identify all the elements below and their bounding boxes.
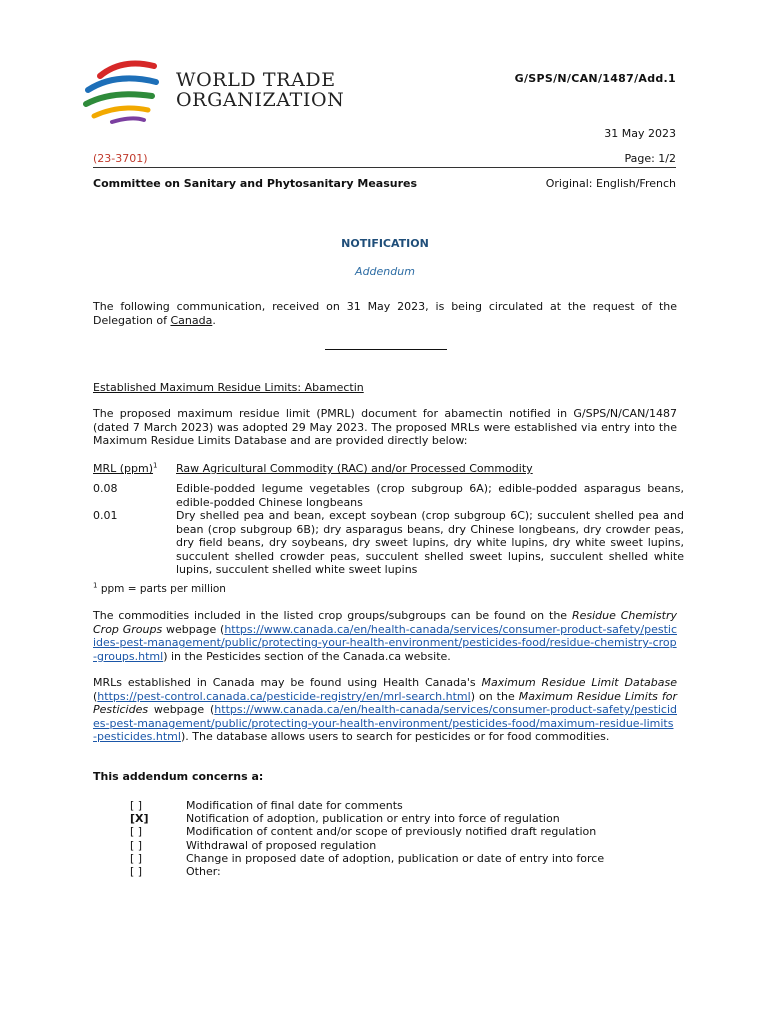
para2-text-3: ) in the Pesticides section of the Canada.ca website. (163, 649, 451, 663)
header-rule (93, 167, 676, 168)
para3-italic-database: Maximum Residue Limit Database (481, 676, 677, 689)
checkbox-change-date: [ ] (130, 852, 143, 865)
org-name-line1: WORLD TRADE (176, 69, 336, 91)
wto-wordmark (176, 70, 344, 110)
mrl-search-link[interactable]: https://pest-control.canada.ca/pesticide-registry/en/mrl-search.html (97, 689, 471, 703)
label-other: Other: (186, 865, 221, 878)
label-withdrawal: Withdrawal of proposed regulation (186, 839, 377, 852)
para3-text-1: MRLs established in Canada may be found using Health Canada's (93, 676, 482, 689)
para2-italic-title: Residue Chemistry Crop Groups (93, 609, 677, 636)
footnote-text: ppm = parts per million (100, 583, 226, 595)
para3-italic-webpage: Maximum Residue Limits for Pesticides (93, 689, 677, 717)
checkbox-withdrawal: [ ] (130, 839, 143, 852)
intro-text: The following communication, received on 31 May 2023, is being circulated at the request of the Delegation of (93, 300, 677, 327)
crop-groups-link[interactable]: https://www.canada.ca/en/health-canada/services/consumer-product-safety/pesticides-pest-management/public/protecting-your-health-environment/pesticides-food/residue-chemistry-crop-groups.html (93, 622, 677, 663)
wto-emblem-icon (82, 56, 172, 130)
crop-groups-paragraph (93, 609, 677, 663)
footnote-mark: 1 (93, 581, 98, 590)
mrl-value-2: 0.01 (93, 509, 118, 522)
intro-end: . (212, 313, 216, 327)
section-divider (325, 349, 447, 350)
section-heading: Established Maximum Residue Limits: Abamectin (93, 381, 364, 394)
para3-text-2: ( (93, 689, 98, 703)
committee-name: Committee on Sanitary and Phytosanitary Measures (93, 177, 418, 190)
para2-text-2: webpage ( (162, 622, 225, 636)
intro-country: Canada (170, 313, 213, 327)
checkbox-adoption: [X] (130, 812, 149, 825)
label-modification-date: Modification of final date for comments (186, 799, 403, 812)
mrl-header-label: MRL (ppm) (93, 462, 154, 475)
mrl-header-footnote-mark: 1 (153, 461, 158, 470)
para3-text-5: ). The database allows users to search for pesticides or for food commodities. (180, 730, 610, 744)
label-change-date: Change in proposed date of adoption, publication or date of entry into force (186, 852, 605, 865)
rac-value-2: Dry shelled pea and bean, except soybean (crop subgroup 6C); succulent shelled pea and bean (crop subgroup 6B); dry asparagus beans, dry Chinese longbeans, dry crowder peas, dry field beans, dry soybeans, dry sweet lupins, dry white lupins, dry white sweet lupins, succulent shelled crowder peas, succulent shelled sweet lupins, succulent shelled white lupins, succulent shelled white sweet lupins (176, 509, 684, 577)
section-paragraph: The proposed maximum residue limit (PMRL) document for abamectin notified in G/SPS/N/CAN/1487 (dated 7 March 2023) was adopted 29 May 2023. The proposed MRLs were established via entry into the Maximum Residue Limits Database and are provided directly below: (93, 407, 677, 448)
checkbox-modification-content: [ ] (130, 825, 143, 838)
org-name-line2: ORGANIZATION (176, 89, 345, 111)
mrl-pesticides-link[interactable]: https://www.canada.ca/en/health-canada/services/consumer-product-safety/pesticides-pest-management/public/protecting-your-health-environment/pesticides-food/maximum-residue-limits-pesticides.html (93, 703, 677, 744)
table-footnote (93, 583, 226, 595)
para2-text-1: The commodities included in the listed crop groups/subgroups can be found on the (93, 609, 572, 622)
intro-paragraph (93, 300, 677, 327)
concerns-heading: This addendum concerns a: (93, 770, 264, 783)
reference-number: (23-3701) (93, 152, 148, 165)
rac-header-label: Raw Agricultural Commodity (RAC) and/or Processed Commodity (176, 462, 533, 475)
label-adoption: Notification of adoption, publication or entry into force of regulation (186, 812, 560, 825)
document-symbol: G/SPS/N/CAN/1487/Add.1 (514, 72, 676, 85)
checkbox-modification-date: [ ] (130, 799, 143, 812)
para3-text-3: ) on the (470, 689, 519, 703)
rac-column-header (176, 462, 684, 476)
original-language: Original: English/French (545, 177, 676, 190)
page-indicator: Page: 1/2 (624, 152, 676, 165)
checkbox-other: [ ] (130, 865, 143, 878)
label-modification-content: Modification of content and/or scope of previously notified draft regulation (186, 825, 597, 838)
wto-logo (82, 56, 345, 130)
mrl-value-1: 0.08 (93, 482, 118, 495)
notification-title: NOTIFICATION (341, 237, 429, 250)
mrl-database-paragraph (93, 676, 677, 744)
mrl-column-header (93, 462, 158, 475)
document-date: 31 May 2023 (604, 127, 676, 140)
rac-value-1: Edible-podded legume vegetables (crop subgroup 6A); edible-podded asparagus beans, edible-podded Chinese longbeans (176, 482, 684, 509)
addendum-subtitle: Addendum (355, 265, 415, 278)
para3-text-4: webpage ( (148, 703, 215, 717)
